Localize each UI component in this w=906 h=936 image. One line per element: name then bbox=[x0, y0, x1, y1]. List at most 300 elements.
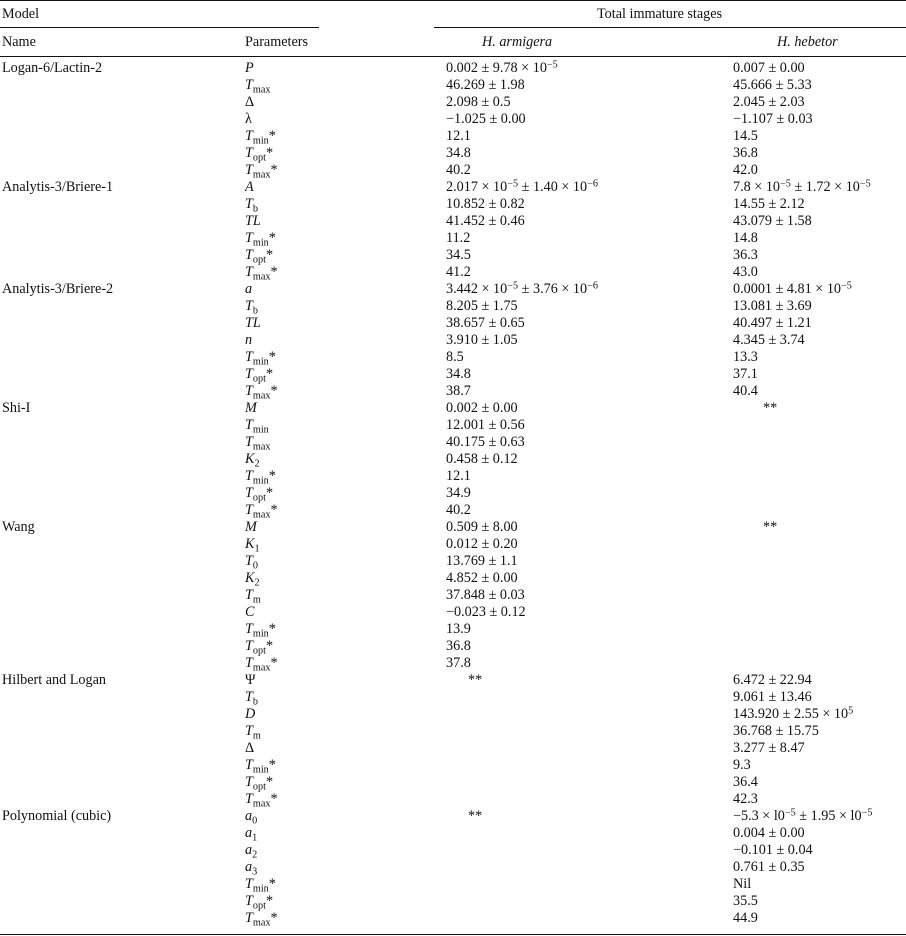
parameter-base: T bbox=[245, 128, 253, 144]
parameter-symbol bbox=[245, 332, 252, 349]
parameter-base: T bbox=[245, 247, 253, 263]
optimum-marker: * bbox=[268, 468, 276, 484]
hebetor-value-text: 36.768 ± 15.75 bbox=[733, 723, 819, 739]
hebetor-value bbox=[733, 94, 805, 111]
armigera-value bbox=[446, 196, 525, 213]
hebetor-value bbox=[733, 298, 812, 315]
header-h-armigera: H. armigera bbox=[482, 34, 553, 50]
parameter-symbol bbox=[245, 519, 257, 536]
hebetor-value-text: 36.4 bbox=[733, 774, 758, 790]
parameter-symbol bbox=[245, 655, 278, 672]
parameter-base: T bbox=[245, 587, 253, 603]
parameter-base: T bbox=[245, 774, 253, 790]
armigera-value bbox=[446, 332, 518, 349]
hebetor-value bbox=[733, 196, 805, 213]
parameter-subscript: 2 bbox=[254, 577, 260, 589]
hebetor-value-text: 43.0 bbox=[733, 264, 758, 280]
hebetor-value bbox=[733, 366, 758, 383]
parameter-symbol bbox=[245, 247, 273, 264]
armigera-value bbox=[446, 383, 471, 400]
optimum-marker: * bbox=[265, 145, 274, 161]
header-bottom-rule bbox=[0, 56, 906, 57]
hebetor-value-text: 14.55 ± 2.12 bbox=[733, 196, 805, 212]
parameter-base: T bbox=[245, 638, 253, 654]
armigera-value-text: 34.5 bbox=[446, 247, 471, 263]
armigera-value-text: 38.657 ± 0.65 bbox=[446, 315, 525, 331]
armigera-value-text: 36.8 bbox=[446, 638, 471, 654]
parameter-base: T bbox=[245, 77, 253, 93]
hebetor-value bbox=[763, 400, 777, 417]
parameter-symbol bbox=[245, 825, 257, 842]
parameter-symbol bbox=[245, 417, 269, 434]
parameter-symbol bbox=[245, 876, 276, 893]
optimum-marker: * bbox=[265, 366, 274, 382]
optimum-marker: * bbox=[268, 876, 276, 892]
hebetor-value bbox=[733, 264, 758, 281]
armigera-value-text: 10.852 ± 0.82 bbox=[446, 196, 525, 212]
armigera-value-text: 8.205 ± 1.75 bbox=[446, 298, 518, 314]
armigera-value-text: 40.175 ± 0.63 bbox=[446, 434, 525, 450]
optimum-marker: * bbox=[265, 774, 274, 790]
parameter-subscript: opt bbox=[252, 254, 266, 266]
armigera-value-text: 13.769 ± 1.1 bbox=[446, 553, 518, 569]
hebetor-value bbox=[733, 791, 758, 808]
parameter-symbol bbox=[245, 536, 260, 553]
hebetor-value-exponent: −5 bbox=[841, 280, 852, 292]
armigera-value-text: 11.2 bbox=[446, 230, 471, 246]
parameter-base: K bbox=[245, 536, 255, 552]
parameter-symbol bbox=[245, 740, 254, 757]
armigera-value-text: 12.001 ± 0.56 bbox=[446, 417, 525, 433]
armigera-value-text: 40.2 bbox=[446, 162, 471, 178]
parameter-base: T bbox=[245, 757, 253, 773]
parameter-symbol bbox=[245, 196, 258, 213]
parameter-subscript: min bbox=[252, 237, 269, 249]
hebetor-value-text: −0.101 ± 0.04 bbox=[733, 842, 813, 858]
parameter-subscript: max bbox=[252, 509, 271, 521]
hebetor-value bbox=[733, 77, 812, 94]
header-parameters: Parameters bbox=[245, 34, 309, 50]
armigera-value-error-exponent: −6 bbox=[587, 280, 598, 292]
optimum-marker: * bbox=[268, 128, 276, 144]
parameter-subscript: max bbox=[252, 441, 271, 453]
armigera-value-exponent: −5 bbox=[507, 178, 519, 190]
parameter-subscript: min bbox=[252, 628, 269, 640]
parameter-symbol bbox=[245, 604, 254, 621]
hebetor-value-text: 40.497 ± 1.21 bbox=[733, 315, 812, 331]
parameter-subscript: 1 bbox=[252, 832, 258, 844]
hebetor-value bbox=[733, 740, 805, 757]
parameter-symbol bbox=[245, 60, 254, 77]
armigera-value-text: 34.8 bbox=[446, 366, 471, 382]
hebetor-value-text: 7.8 × 10 bbox=[733, 179, 781, 195]
parameter-symbol bbox=[245, 281, 252, 298]
parameter-symbol bbox=[245, 451, 260, 468]
hebetor-value-text: −1.107 ± 0.03 bbox=[733, 111, 813, 127]
hebetor-value-error-exponent: −5 bbox=[859, 178, 871, 190]
optimum-marker: * bbox=[265, 893, 274, 909]
parameter-base: a bbox=[245, 859, 253, 875]
hebetor-value bbox=[733, 111, 813, 128]
parameter-subscript: opt bbox=[252, 152, 266, 164]
armigera-value bbox=[446, 111, 526, 128]
armigera-value bbox=[446, 230, 470, 247]
parameter-base: T bbox=[245, 366, 253, 382]
parameter-symbol bbox=[245, 485, 273, 502]
hebetor-value bbox=[733, 247, 758, 264]
hebetor-value-text: 36.3 bbox=[733, 247, 758, 263]
parameter-base: T bbox=[245, 502, 253, 518]
parameter-symbol bbox=[245, 706, 255, 723]
parameter-symbol bbox=[245, 910, 278, 927]
armigera-value-text: ** bbox=[468, 808, 483, 824]
armigera-value bbox=[446, 94, 511, 111]
parameter-symbol bbox=[245, 230, 276, 247]
armigera-value-text: 3.910 ± 1.05 bbox=[446, 332, 518, 348]
parameter-subscript: max bbox=[252, 84, 271, 96]
armigera-value-text: 41.452 ± 0.46 bbox=[446, 213, 525, 229]
bottom-rule bbox=[0, 934, 906, 935]
parameter-subscript: min bbox=[252, 135, 269, 147]
parameter-symbol bbox=[245, 791, 278, 808]
parameter-symbol bbox=[245, 689, 258, 706]
parameter-symbol bbox=[245, 366, 273, 383]
model-header-underline bbox=[0, 27, 319, 28]
armigera-value bbox=[446, 162, 471, 179]
parameter-symbol bbox=[245, 774, 273, 791]
hebetor-value-text: −5.3 × l0 bbox=[733, 808, 785, 824]
parameter-base: a bbox=[245, 808, 253, 824]
parameter-symbol bbox=[245, 213, 261, 230]
parameter-subscript: max bbox=[252, 271, 271, 283]
hebetor-value bbox=[733, 893, 758, 910]
parameter-symbol bbox=[245, 315, 261, 332]
parameter-base: P bbox=[245, 60, 254, 76]
header-total-immature-stages: Total immature stages bbox=[597, 6, 723, 22]
optimum-marker: * bbox=[268, 757, 276, 773]
parameter-subscript: min bbox=[252, 424, 269, 436]
parameter-base: M bbox=[245, 519, 257, 535]
parameter-symbol bbox=[245, 587, 261, 604]
parameter-base: a bbox=[245, 281, 253, 297]
hebetor-value-text: 43.079 ± 1.58 bbox=[733, 213, 812, 229]
hebetor-value-text: 14.8 bbox=[733, 230, 758, 246]
parameter-subscript: b bbox=[252, 203, 258, 215]
parameter-symbol bbox=[245, 77, 270, 94]
hebetor-value bbox=[733, 689, 812, 706]
hebetor-value bbox=[733, 332, 805, 349]
armigera-value-text: 8.5 bbox=[446, 349, 464, 365]
parameter-symbol bbox=[245, 349, 276, 366]
parameter-symbol bbox=[245, 723, 261, 740]
parameter-base: T bbox=[245, 893, 253, 909]
optimum-marker: * bbox=[265, 485, 274, 501]
armigera-value bbox=[446, 128, 471, 145]
hebetor-value-exponent: 5 bbox=[848, 705, 854, 717]
armigera-value bbox=[446, 536, 518, 553]
armigera-value bbox=[446, 468, 471, 485]
armigera-value-error: ± 3.76 × 10 bbox=[518, 281, 588, 297]
parameter-subscript: 3 bbox=[252, 866, 258, 878]
hebetor-value-text: 35.5 bbox=[733, 893, 758, 909]
hebetor-value bbox=[733, 774, 758, 791]
armigera-value bbox=[468, 808, 482, 825]
armigera-value bbox=[446, 77, 525, 94]
armigera-value-exponent: −5 bbox=[507, 280, 519, 292]
armigera-value-text: 37.848 ± 0.03 bbox=[446, 587, 525, 603]
hebetor-value-text: ** bbox=[763, 519, 778, 535]
parameter-symbol bbox=[245, 621, 276, 638]
parameter-subscript: max bbox=[252, 798, 271, 810]
parameter-base: TL bbox=[245, 315, 261, 331]
parameter-symbol bbox=[245, 400, 257, 417]
stages-header-underline bbox=[434, 27, 906, 28]
armigera-value bbox=[446, 298, 518, 315]
armigera-value-text: 46.269 ± 1.98 bbox=[446, 77, 525, 93]
armigera-value bbox=[468, 672, 482, 689]
armigera-value bbox=[446, 213, 525, 230]
hebetor-value-text: 3.277 ± 8.47 bbox=[733, 740, 805, 756]
hebetor-value bbox=[733, 706, 853, 723]
optimum-marker: * bbox=[265, 247, 274, 263]
optimum-marker: * bbox=[270, 502, 278, 518]
parameter-subscript: opt bbox=[252, 373, 266, 385]
armigera-value-text: ** bbox=[468, 672, 483, 688]
armigera-value bbox=[446, 281, 598, 298]
armigera-value bbox=[446, 553, 518, 570]
armigera-value bbox=[446, 587, 525, 604]
hebetor-value-text: 44.9 bbox=[733, 910, 758, 926]
parameter-symbol bbox=[245, 757, 276, 774]
hebetor-value-text: 45.666 ± 5.33 bbox=[733, 77, 812, 93]
parameter-base: K bbox=[245, 570, 255, 586]
optimum-marker: * bbox=[270, 162, 278, 178]
parameter-subscript: 2 bbox=[252, 849, 258, 861]
armigera-value bbox=[446, 570, 518, 587]
parameter-symbol bbox=[245, 383, 278, 400]
parameter-base: T bbox=[245, 723, 253, 739]
parameter-base: T bbox=[245, 485, 253, 501]
parameter-base: T bbox=[245, 655, 253, 671]
hebetor-value-text: 36.8 bbox=[733, 145, 758, 161]
parameter-base: T bbox=[245, 434, 253, 450]
parameter-subscript: opt bbox=[252, 492, 266, 504]
optimum-marker: * bbox=[270, 791, 278, 807]
parameter-symbol bbox=[245, 145, 273, 162]
optimum-marker: * bbox=[265, 638, 274, 654]
armigera-value-text: 37.8 bbox=[446, 655, 471, 671]
parameter-symbol bbox=[245, 468, 276, 485]
armigera-value bbox=[446, 502, 471, 519]
parameter-base: T bbox=[245, 298, 253, 314]
parameter-base: T bbox=[245, 162, 253, 178]
armigera-value-text: 12.1 bbox=[446, 468, 471, 484]
parameter-subscript: m bbox=[252, 594, 261, 606]
hebetor-value-text: 9.3 bbox=[733, 757, 751, 773]
parameter-subscript: max bbox=[252, 662, 271, 674]
armigera-value-text: 34.8 bbox=[446, 145, 471, 161]
parameter-base: a bbox=[245, 825, 253, 841]
hebetor-value-text: 0.007 ± 0.00 bbox=[733, 60, 805, 76]
header-name: Name bbox=[2, 34, 36, 50]
parameter-base: λ bbox=[245, 111, 252, 127]
parameter-symbol bbox=[245, 638, 273, 655]
armigera-value-text: 41.2 bbox=[446, 264, 471, 280]
parameter-subscript: 1 bbox=[254, 543, 260, 555]
hebetor-value-text: 9.061 ± 13.46 bbox=[733, 689, 812, 705]
armigera-value bbox=[446, 60, 558, 77]
hebetor-value bbox=[733, 842, 813, 859]
optimum-marker: * bbox=[270, 910, 278, 926]
armigera-value bbox=[446, 451, 518, 468]
model-name: Logan-6/Lactin-2 bbox=[2, 60, 103, 76]
hebetor-value-text: 37.1 bbox=[733, 366, 758, 382]
hebetor-value-text: ** bbox=[763, 400, 778, 416]
hebetor-value bbox=[733, 349, 758, 366]
armigera-value bbox=[446, 604, 526, 621]
parameter-base: Δ bbox=[245, 94, 255, 110]
hebetor-value bbox=[733, 876, 751, 893]
parameter-base: T bbox=[245, 417, 253, 433]
armigera-value bbox=[446, 315, 525, 332]
hebetor-value-error-exponent: −5 bbox=[861, 807, 873, 819]
parameter-subscript: b bbox=[252, 305, 258, 317]
armigera-value-text: 13.9 bbox=[446, 621, 471, 637]
model-name: Analytis-3/Briere-2 bbox=[2, 281, 114, 297]
hebetor-value bbox=[733, 910, 758, 927]
top-rule bbox=[0, 0, 906, 1]
parameter-symbol bbox=[245, 179, 254, 196]
header-h-hebetor: H. hebetor bbox=[777, 34, 838, 50]
armigera-value-error-exponent: −6 bbox=[587, 178, 598, 190]
parameter-base: T bbox=[245, 689, 253, 705]
parameter-base: TL bbox=[245, 213, 261, 229]
hebetor-value bbox=[733, 179, 871, 196]
armigera-value bbox=[446, 400, 518, 417]
armigera-value bbox=[446, 638, 471, 655]
parameter-base: K bbox=[245, 451, 255, 467]
parameter-subscript: opt bbox=[252, 781, 266, 793]
hebetor-value-text: 0.0001 ± 4.81 × 10 bbox=[733, 281, 842, 297]
parameter-symbol bbox=[245, 859, 257, 876]
parameter-subscript: max bbox=[252, 917, 271, 929]
armigera-value-text: 0.509 ± 8.00 bbox=[446, 519, 518, 535]
armigera-value bbox=[446, 366, 471, 383]
parameter-symbol bbox=[245, 264, 278, 281]
armigera-value bbox=[446, 417, 525, 434]
armigera-value-text: 2.017 × 10 bbox=[446, 179, 508, 195]
parameter-base: a bbox=[245, 842, 253, 858]
parameter-symbol bbox=[245, 808, 257, 825]
armigera-value bbox=[446, 145, 471, 162]
hebetor-value-error: ± 1.95 × l0 bbox=[795, 808, 862, 824]
hebetor-value-text: 14.5 bbox=[733, 128, 758, 144]
armigera-value-text: 2.098 ± 0.5 bbox=[446, 94, 511, 110]
optimum-marker: * bbox=[270, 655, 278, 671]
parameter-subscript: 0 bbox=[252, 815, 258, 827]
parameter-subscript: 0 bbox=[252, 560, 258, 572]
hebetor-value-text: 42.3 bbox=[733, 791, 758, 807]
armigera-value-text: 34.9 bbox=[446, 485, 471, 501]
hebetor-value bbox=[733, 383, 758, 400]
parameter-symbol bbox=[245, 672, 255, 689]
parameter-subscript: m bbox=[252, 730, 261, 742]
armigera-value-text: 40.2 bbox=[446, 502, 471, 518]
optimum-marker: * bbox=[268, 349, 276, 365]
parameter-subscript: min bbox=[252, 475, 269, 487]
parameter-base: T bbox=[245, 383, 253, 399]
armigera-value-text: 4.852 ± 0.00 bbox=[446, 570, 518, 586]
parameter-base: T bbox=[245, 621, 253, 637]
hebetor-value bbox=[733, 162, 758, 179]
armigera-value bbox=[446, 519, 518, 536]
parameter-subscript: opt bbox=[252, 645, 266, 657]
armigera-value-text: 0.458 ± 0.12 bbox=[446, 451, 518, 467]
armigera-value bbox=[446, 179, 598, 196]
armigera-value bbox=[446, 485, 471, 502]
hebetor-value bbox=[733, 859, 805, 876]
hebetor-value bbox=[733, 757, 751, 774]
hebetor-value bbox=[733, 315, 812, 332]
armigera-value-text: 0.002 ± 0.00 bbox=[446, 400, 518, 416]
armigera-value bbox=[446, 247, 471, 264]
armigera-value-text: 0.002 ± 9.78 × 10 bbox=[446, 60, 547, 76]
parameter-subscript: max bbox=[252, 390, 271, 402]
hebetor-value bbox=[733, 825, 805, 842]
parameter-base: D bbox=[245, 706, 256, 722]
hebetor-value-text: 40.4 bbox=[733, 383, 758, 399]
optimum-marker: * bbox=[268, 230, 276, 246]
optimum-marker: * bbox=[270, 383, 278, 399]
hebetor-value bbox=[733, 723, 819, 740]
hebetor-value-text: 0.004 ± 0.00 bbox=[733, 825, 805, 841]
parameter-base: T bbox=[245, 230, 253, 246]
model-name: Polynomial (cubic) bbox=[2, 808, 112, 824]
armigera-value-text: 12.1 bbox=[446, 128, 471, 144]
parameter-subscript: opt bbox=[252, 900, 266, 912]
model-name: Hilbert and Logan bbox=[2, 672, 107, 688]
armigera-value bbox=[446, 349, 464, 366]
parameter-subscript: min bbox=[252, 764, 269, 776]
hebetor-value-text: 0.761 ± 0.35 bbox=[733, 859, 805, 875]
armigera-value-exponent: −5 bbox=[546, 59, 558, 71]
hebetor-value bbox=[733, 808, 872, 825]
parameter-base: T bbox=[245, 349, 253, 365]
armigera-value bbox=[446, 264, 471, 281]
parameter-symbol bbox=[245, 298, 258, 315]
parameter-base: T bbox=[245, 876, 253, 892]
armigera-value-text: −1.025 ± 0.00 bbox=[446, 111, 526, 127]
armigera-value bbox=[446, 655, 471, 672]
parameter-base: T bbox=[245, 791, 253, 807]
parameter-subscript: min bbox=[252, 356, 269, 368]
armigera-value-text: 38.7 bbox=[446, 383, 471, 399]
parameter-symbol bbox=[245, 842, 257, 859]
hebetor-value-text: 6.472 ± 22.94 bbox=[733, 672, 812, 688]
parameter-base: M bbox=[245, 400, 257, 416]
parameter-symbol bbox=[245, 893, 273, 910]
parameter-base: A bbox=[245, 179, 254, 195]
model-name: Analytis-3/Briere-1 bbox=[2, 179, 114, 195]
hebetor-value bbox=[733, 213, 812, 230]
hebetor-value-text: Nil bbox=[733, 876, 752, 892]
hebetor-value bbox=[733, 128, 758, 145]
parameter-symbol bbox=[245, 553, 258, 570]
hebetor-value-text: 4.345 ± 3.74 bbox=[733, 332, 805, 348]
hebetor-value-text: 143.920 ± 2.55 × 10 bbox=[733, 706, 849, 722]
parameter-symbol bbox=[245, 94, 254, 111]
hebetor-value bbox=[733, 672, 812, 689]
